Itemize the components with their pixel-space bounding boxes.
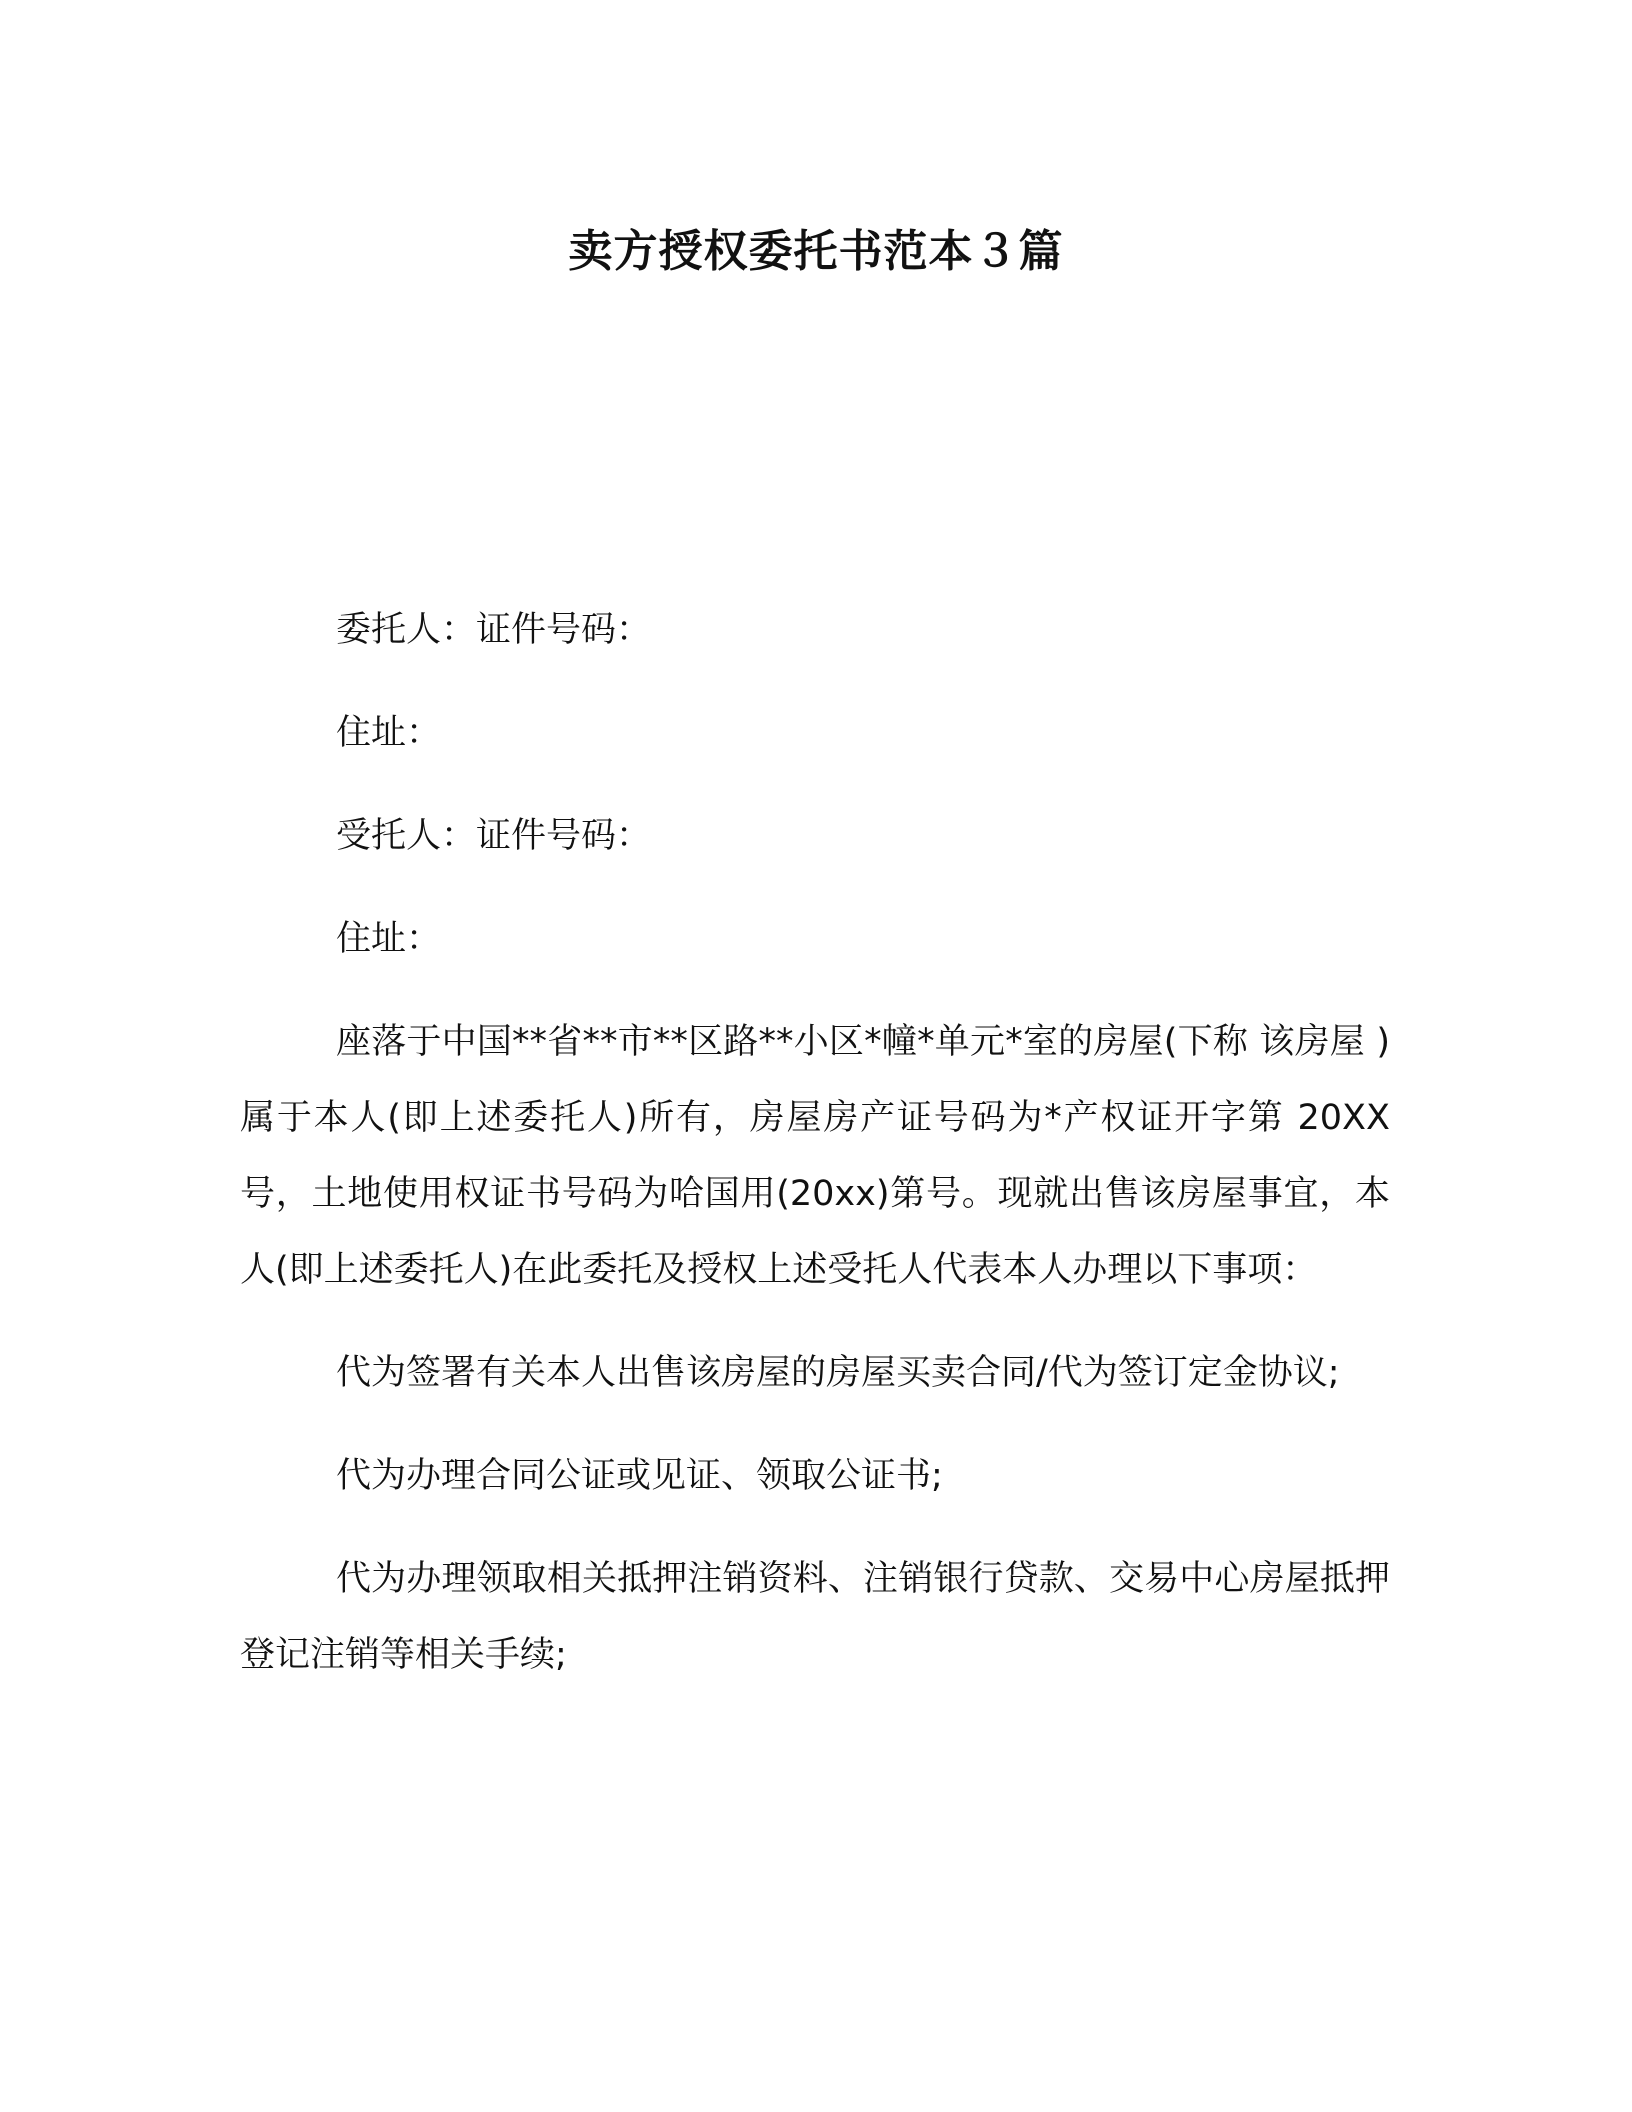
document-title: 卖方授权委托书范本３篇 <box>568 226 1064 277</box>
document-body <box>240 592 1390 1720</box>
principal-line: 委托人：证件号码： <box>336 610 652 650</box>
authorized-item-contract: 代为签署有关本人出售该房屋的房屋买卖合同/代为签订定金协议; <box>336 1353 1340 1393</box>
agent-line: 受托人：证件号码： <box>336 816 652 856</box>
principal-address-line: 住址： <box>336 713 442 753</box>
authorized-item-mortgage-cancellation: 代为办理领取相关抵押注销资料、注销银行贷款、交易中心房屋抵押登记注销等相关手续; <box>240 1559 1390 1675</box>
property-paragraph: 座落于中国**省**市**区路**小区*幢*单元*室的房屋(下称 该房屋 )属于本人(即上述委托人)所有，房屋房产证号码为*产权证开字第 20XX 号，土地使用权证书号码为哈国用(20xx)第号。现就出售该房屋事宜，本人(即上述委托人)在此委托及授权上述受托人代表本人办理以下事项： <box>240 1022 1390 1290</box>
agent-address-line: 住址： <box>336 919 442 959</box>
authorized-item-notarization: 代为办理合同公证或见证、领取公证书; <box>336 1456 943 1496</box>
